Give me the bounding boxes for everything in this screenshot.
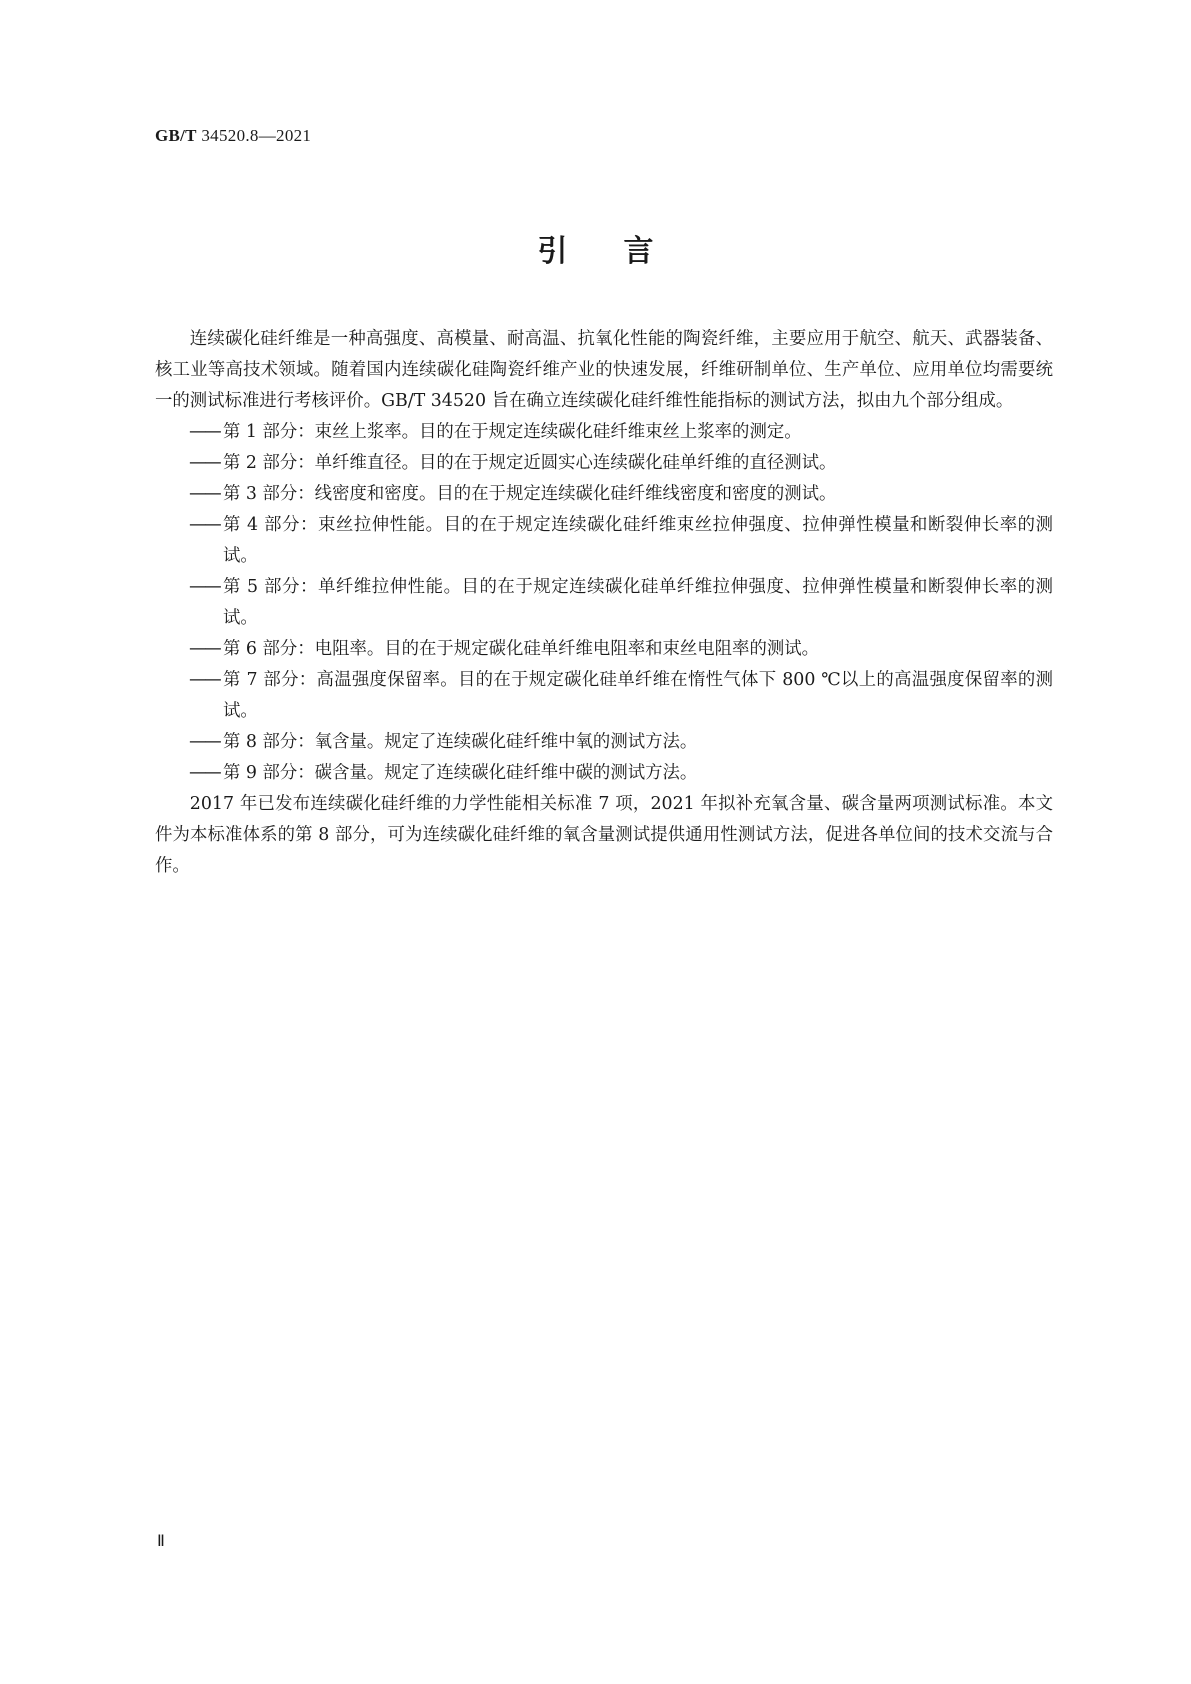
list-dash: —— xyxy=(189,639,220,659)
list-item-part-2 xyxy=(155,448,1053,479)
list-item-part-5 xyxy=(155,572,1053,634)
list-item-part-1 xyxy=(155,417,1053,448)
list-item-text: 第 7 部分：高温强度保留率。目的在于规定碳化硅单纤维在惰性气体下 800 ℃以上的高温强度保留率的测试。 xyxy=(223,670,1053,721)
list-dash: —— xyxy=(189,577,220,597)
list-item-text: 第 1 部分：束丝上浆率。目的在于规定连续碳化硅纤维束丝上浆率的测定。 xyxy=(223,422,802,442)
list-item-part-8 xyxy=(155,727,1053,758)
list-item-text: 第 3 部分：线密度和密度。目的在于规定连续碳化硅纤维线密度和密度的测试。 xyxy=(223,484,837,504)
document-body xyxy=(155,324,1053,882)
list-dash: —— xyxy=(189,422,220,442)
list-item-part-3 xyxy=(155,479,1053,510)
list-item-text: 第 6 部分：电阻率。目的在于规定碳化硅单纤维电阻率和束丝电阻率的测试。 xyxy=(223,639,820,659)
list-item-part-4 xyxy=(155,510,1053,572)
list-item-text: 第 5 部分：单纤维拉伸性能。目的在于规定连续碳化硅单纤维拉伸强度、拉伸弹性模量和断裂伸长率的测试。 xyxy=(223,577,1053,628)
list-item-part-7 xyxy=(155,665,1053,727)
page-title: 引言 xyxy=(537,234,710,269)
list-item-text: 第 4 部分：束丝拉伸性能。目的在于规定连续碳化硅纤维束丝拉伸强度、拉伸弹性模量和断裂伸长率的测试。 xyxy=(223,515,1053,566)
list-item-text: 第 8 部分：氧含量。规定了连续碳化硅纤维中氧的测试方法。 xyxy=(223,732,698,752)
list-dash: —— xyxy=(189,453,220,473)
intro-paragraph: 连续碳化硅纤维是一种高强度、高模量、耐高温、抗氧化性能的陶瓷纤维，主要应用于航空、航天、武器装备、核工业等高技术领域。随着国内连续碳化硅陶瓷纤维产业的快速发展，纤维研制单位、生产单位、应用单位均需要统一的测试标准进行考核评价。GB/T 34520 旨在确立连续碳化硅纤维性能指标的测试方法，拟由九个部分组成。 xyxy=(155,329,1053,411)
list-dash: —— xyxy=(189,515,220,535)
page-number: Ⅱ xyxy=(157,1533,165,1550)
list-item-part-6 xyxy=(155,634,1053,665)
list-item-text: 第 2 部分：单纤维直径。目的在于规定近圆实心连续碳化硅单纤维的直径测试。 xyxy=(223,453,837,473)
list-dash: —— xyxy=(189,670,220,690)
list-dash: —— xyxy=(189,763,220,783)
document-code xyxy=(155,126,311,146)
closing-paragraph: 2017 年已发布连续碳化硅纤维的力学性能相关标准 7 项，2021 年拟补充氧含量、碳含量两项测试标准。本文件为本标准体系的第 8 部分，可为连续碳化硅纤维的氧含量测试提供通用性测试方法，促进各单位间的技术交流与合作。 xyxy=(155,794,1053,876)
document-code-number: 34520.8—2021 xyxy=(196,126,312,145)
list-item-text: 第 9 部分：碳含量。规定了连续碳化硅纤维中碳的测试方法。 xyxy=(223,763,698,783)
list-item-part-9 xyxy=(155,758,1053,789)
document-code-prefix: GB/T xyxy=(155,126,197,145)
list-dash: —— xyxy=(189,732,220,752)
list-dash: —— xyxy=(189,484,220,504)
